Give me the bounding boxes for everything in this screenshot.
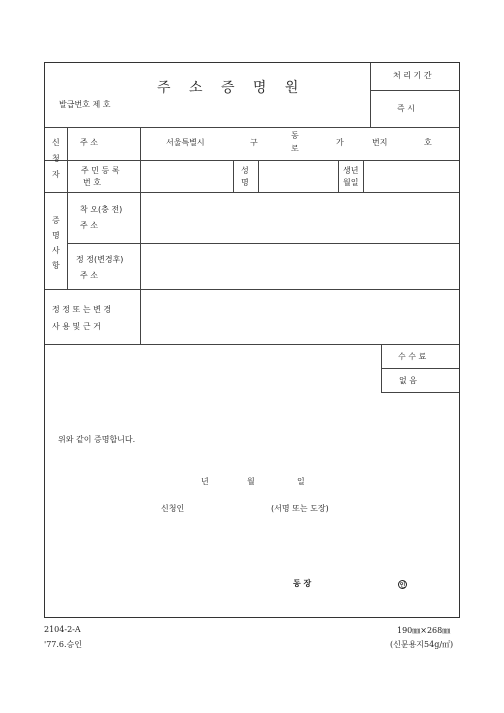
- address-certificate-form: [44, 62, 460, 618]
- correct-address-label-1: 정 정(변경후): [76, 255, 124, 264]
- fee-value: 없 음: [399, 376, 417, 385]
- rule-birth-left: [338, 160, 339, 192]
- birth-label-1: 생년: [343, 166, 359, 175]
- applicant-label-1: 신: [52, 138, 60, 147]
- reason-label-2: 사 용 및 근 거: [52, 322, 101, 331]
- rule-label-right: [140, 127, 141, 344]
- date-year: 년: [201, 477, 209, 486]
- certify-text: 위와 같이 증명합니다.: [58, 435, 136, 444]
- address-ro: 로: [291, 144, 299, 153]
- proof-label-4: 항: [52, 261, 60, 270]
- wrong-address-label-1: 착 오(충 전): [80, 205, 123, 214]
- rrn-label-2: 번 호: [83, 178, 101, 187]
- rule-name-right: [258, 160, 259, 192]
- page-title: 주 소 증 명 원: [157, 80, 306, 96]
- address-ga: 가: [336, 138, 344, 147]
- approval-date: '77.6.승인: [44, 640, 83, 649]
- seal-icon: 인: [399, 582, 406, 589]
- rule-address-bottom: [45, 160, 459, 161]
- address-beonji: 번지: [372, 138, 388, 147]
- correct-address-label-2: 주 소: [80, 271, 98, 280]
- applicant-sign-label: 신청인: [161, 504, 185, 513]
- rule-header-bottom: [45, 127, 459, 128]
- reason-label-1: 정 정 또 는 변 경: [52, 305, 112, 314]
- address-gu: 구: [250, 138, 258, 147]
- dong-head-label: 동 장: [293, 579, 312, 588]
- form-number: 2104-2-A: [44, 625, 81, 634]
- processing-period-label: 처 리 기 간: [393, 71, 432, 80]
- wrong-address-label-2: 주 소: [80, 221, 98, 230]
- rule-wrong-bottom: [67, 243, 459, 244]
- rule-fee-bottom: [381, 392, 459, 393]
- proof-label-2: 명: [52, 231, 60, 240]
- issue-number: 발급번호 제 호: [59, 100, 111, 109]
- proof-label-3: 사: [52, 246, 60, 255]
- rule-section-left: [67, 127, 68, 289]
- rule-fee-left: [381, 344, 382, 392]
- rule-proof-bottom: [45, 289, 459, 290]
- rrn-label-1: 주 민 등 록: [81, 166, 120, 175]
- date-month: 월: [247, 477, 255, 486]
- rule-applicant-bottom: [45, 192, 459, 193]
- name-label-1: 성: [241, 166, 249, 175]
- date-day: 일: [297, 477, 305, 486]
- fee-label: 수 수 료: [398, 352, 427, 361]
- address-label: 주 소: [80, 138, 98, 147]
- address-dong: 동: [291, 131, 299, 140]
- birth-label-2: 월일: [343, 178, 359, 187]
- applicant-label-2: 청: [52, 154, 60, 163]
- address-ho: 호: [424, 138, 432, 147]
- signature-note: (서명 또는 도장): [271, 504, 329, 513]
- rule-name-left: [233, 160, 234, 192]
- applicant-label-3: 자: [52, 170, 60, 179]
- address-city: 서울특별시: [166, 138, 205, 147]
- processing-period-value: 즉 시: [397, 104, 415, 113]
- paper-size: 190㎜×268㎜: [397, 626, 451, 635]
- paper-type: (신문용지54g/㎡): [390, 640, 454, 649]
- proof-label-1: 증: [52, 216, 60, 225]
- rule-reason-bottom: [45, 344, 459, 345]
- name-label-2: 명: [241, 178, 249, 187]
- rule-fee-mid: [381, 368, 459, 369]
- rule-birth-right: [363, 160, 364, 192]
- rule-processing-mid: [370, 90, 459, 91]
- rule-processing-left: [370, 63, 371, 127]
